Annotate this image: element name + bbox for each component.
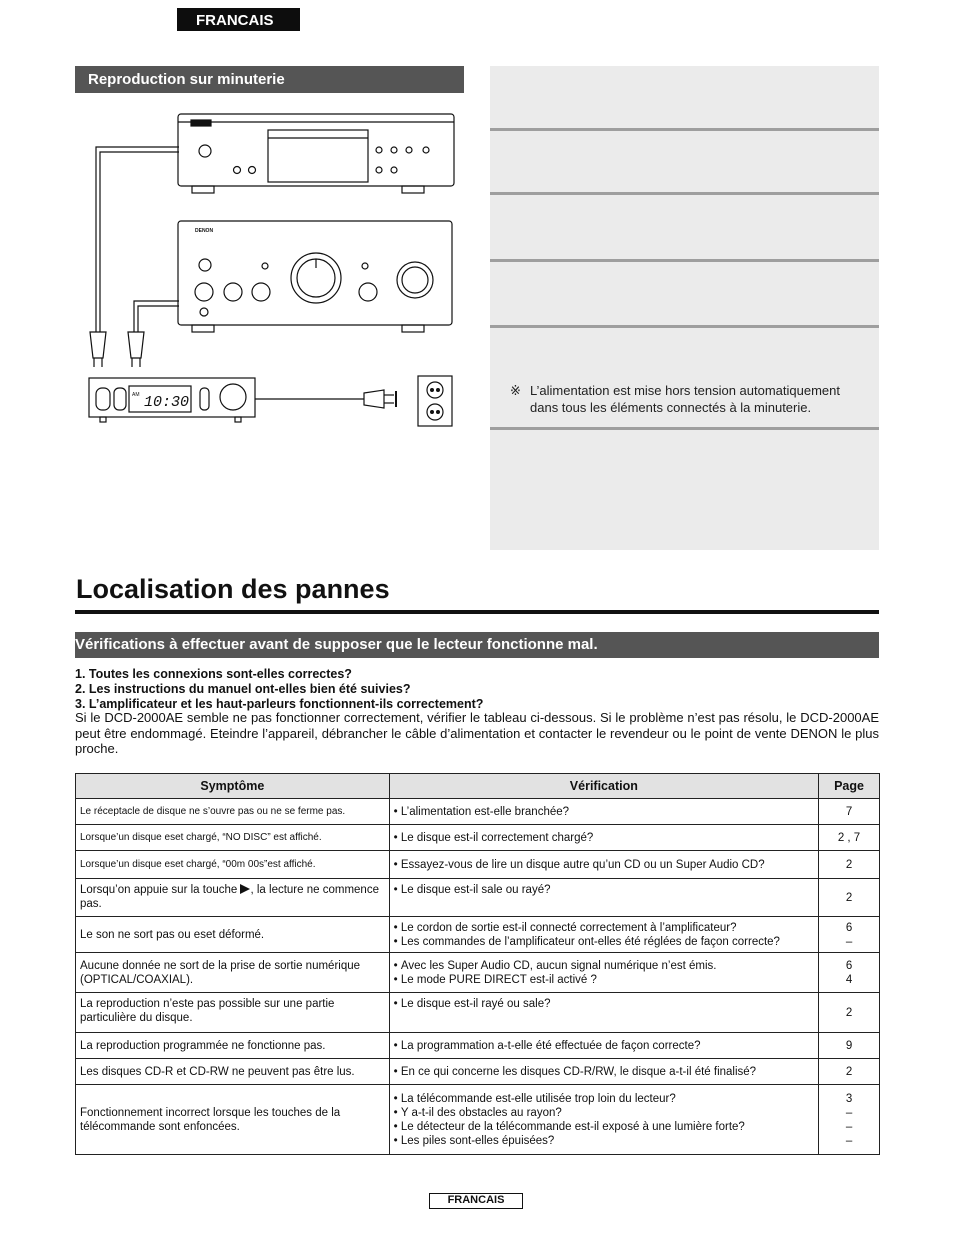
checks-subtitle (75, 632, 879, 658)
check-bullet: • Avec les Super Audio CD, aucun signal numérique n’est émis. (394, 959, 814, 973)
check-bullet: • Le détecteur de la télécommande est-il exposé à une lumière forte? (394, 1120, 814, 1134)
symptom-cell: La reproduction programmée ne fonctionne pas. (76, 1033, 390, 1059)
table-header-row (76, 774, 880, 799)
symptom-cell: Fonctionnement incorrect lorsque les touches de la télécommande sont enfoncées. (76, 1085, 390, 1155)
page-title: Localisation des pannes (76, 574, 390, 604)
check-cell (389, 825, 818, 851)
symptom-cell: Le réceptacle de disque ne s’ouvre pas ou ne se ferme pas. (76, 799, 390, 825)
check-cell (389, 1033, 818, 1059)
check-bullet: • Le cordon de sortie est-il connecté correctement à l’amplificateur? (394, 921, 814, 935)
check-item: 3. L’amplificateur et les haut-parleurs fonctionnent-ils correctement? (75, 697, 484, 711)
check-header: Vérification (389, 774, 818, 799)
check-cell (389, 1085, 818, 1155)
symptom-text-before: Lorsqu’on appuie sur la touche (80, 884, 241, 896)
timer-note (510, 382, 870, 416)
check-bullet: • Y a-t-il des obstacles au rayon? (394, 1106, 814, 1120)
amp-brand-label: DENON (195, 228, 214, 234)
check-bullet: • Le disque est-il sale ou rayé? (394, 883, 814, 897)
check-cell (389, 1059, 818, 1085)
check-item: 1. Toutes les connexions sont-elles correctes? (75, 667, 352, 681)
panel-divider (490, 192, 879, 195)
symptom-text-after: , la lecture ne commence pas. (80, 884, 379, 910)
title-rule (75, 610, 879, 614)
symptom-cell (76, 879, 390, 917)
play-icon (240, 884, 250, 894)
language-tab: FRANCAIS (177, 8, 300, 31)
symptom-cell: La reproduction n’este pas possible sur une partie particulière du disque. (76, 993, 390, 1033)
check-item: 2. Les instructions du manuel ont-elles bien été suivies? (75, 682, 411, 696)
page-header: Page (819, 774, 880, 799)
timer-section-title: Reproduction sur minuterie (75, 66, 464, 93)
troubleshooting-table (75, 773, 880, 1155)
check-cell (389, 993, 818, 1033)
timer-connection-illustration (82, 108, 462, 428)
note-text: L’alimentation est mise hors tension automatiquement dans tous les éléments connectés à la minuterie. (530, 383, 841, 415)
check-bullet: • L’alimentation est-elle branchée? (394, 805, 814, 819)
page-cell: 2 (819, 851, 880, 879)
check-bullet: • La programmation a-t-elle été effectuée de façon correcte? (394, 1039, 814, 1053)
check-cell (389, 851, 818, 879)
symptom-cell: Les disques CD-R et CD-RW ne peuvent pas être lus. (76, 1059, 390, 1085)
panel-divider (490, 259, 879, 262)
table-row (76, 953, 880, 993)
checks-subtitle-text: Vérifications à effectuer avant de supposer que le lecteur fonctionne mal. (75, 636, 598, 653)
panel-divider (490, 128, 879, 131)
page-cell: 6 – (819, 917, 880, 953)
symptom-cell: Lorsque’un disque eset chargé, “00m 00s”est affiché. (76, 851, 390, 879)
amplifier-drawing (178, 221, 452, 325)
timer-display: 10:30 (144, 394, 190, 411)
page-cell: 2 (819, 993, 880, 1033)
table-row (76, 993, 880, 1033)
symptom-cell: Lorsque’un disque eset chargé, “NO DISC” est affiché. (76, 825, 390, 851)
check-bullet: • Essayez-vous de lire un disque autre qu’un CD ou un Super Audio CD? (394, 858, 814, 872)
check-bullet: • Les piles sont-elles épuisées? (394, 1134, 814, 1148)
check-cell (389, 799, 818, 825)
note-mark: ※ (510, 383, 521, 398)
table-row (76, 825, 880, 851)
check-cell (389, 917, 818, 953)
wall-outlet-drawing (418, 376, 452, 426)
page-cell: 2 , 7 (819, 825, 880, 851)
table-row (76, 1033, 880, 1059)
cd-player-drawing (178, 114, 454, 186)
symptom-cell: Aucune donnée ne sort de la prise de sortie numérique (OPTICAL/COAXIAL). (76, 953, 390, 993)
preliminary-checks (75, 667, 879, 712)
page-cell: 2 (819, 1059, 880, 1085)
table-row (76, 917, 880, 953)
table-row (76, 879, 880, 917)
panel-divider (490, 427, 879, 430)
timer-steps-panel (490, 66, 879, 550)
timer-am-label: AM (132, 392, 140, 398)
intro-paragraph: Si le DCD-2000AE semble ne pas fonctionner correctement, vérifier le tableau ci-dessous. Si le problème n’est pas résolu, le DCD-2000AE peut être endommagé. Eteindre l’appareil, débrancher le câble d’alimentation et contacter le revendeur ou le point de vente DENON le plus proche. (75, 710, 879, 756)
footer-language-tag: FRANCAIS (429, 1193, 523, 1209)
check-bullet: • Le disque est-il correctement chargé? (394, 831, 814, 845)
page-cell: 9 (819, 1033, 880, 1059)
page-cell: 2 (819, 879, 880, 917)
page-cell: 6 4 (819, 953, 880, 993)
check-cell (389, 953, 818, 993)
check-bullet: • La télécommande est-elle utilisée trop loin du lecteur? (394, 1092, 814, 1106)
table-row (76, 1085, 880, 1155)
symptom-header: Symptôme (76, 774, 390, 799)
page-cell: 3 – – – (819, 1085, 880, 1155)
table-row (76, 851, 880, 879)
check-cell (389, 879, 818, 917)
symptom-cell: Le son ne sort pas ou eset déformé. (76, 917, 390, 953)
table-row (76, 1059, 880, 1085)
check-bullet: • Le mode PURE DIRECT est-il activé ? (394, 973, 814, 987)
page-cell: 7 (819, 799, 880, 825)
check-bullet: • En ce qui concerne les disques CD-R/RW, le disque a-t-il été finalisé? (394, 1065, 814, 1079)
panel-divider (490, 325, 879, 328)
check-bullet: • Les commandes de l’amplificateur ont-elles été réglées de façon correcte? (394, 935, 814, 949)
table-row (76, 799, 880, 825)
check-bullet: • Le disque est-il rayé ou sale? (394, 997, 814, 1011)
